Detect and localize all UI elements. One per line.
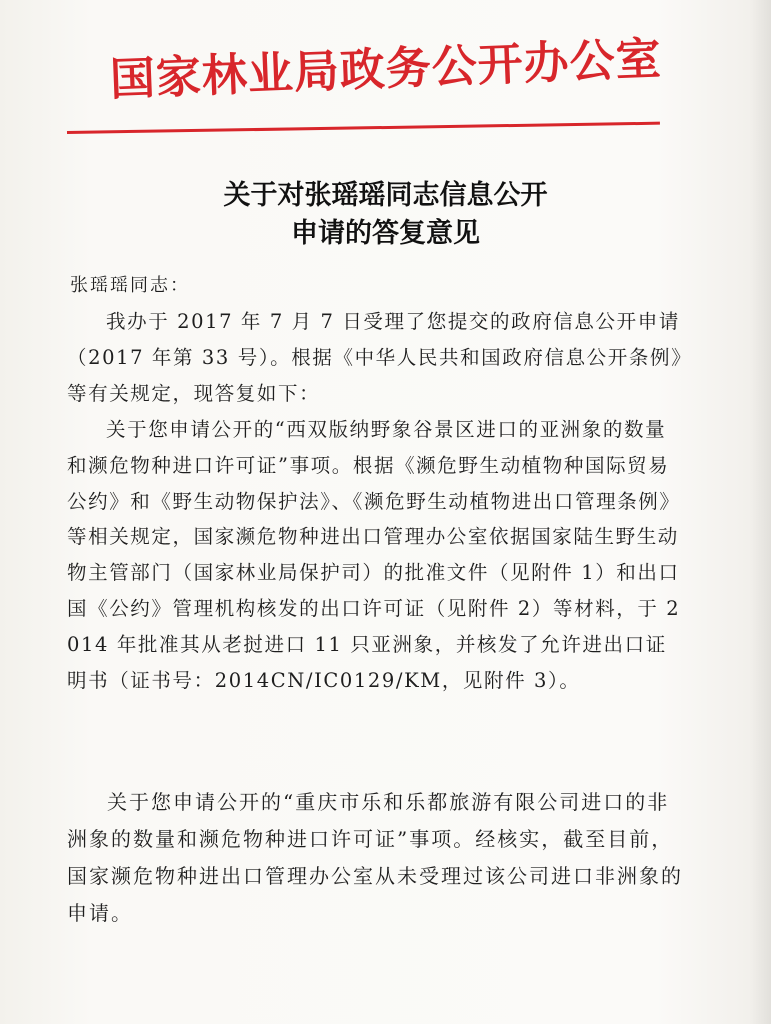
body-paragraph-2: 关于您申请公开的“西双版纳野象谷景区进口的亚洲象的数量和濒危物种进口许可证”事项。根据《濒危野生动植物种国际贸易公约》和《野生动物保护法》、《濒危野生动植物进出口管理条例》等相关规定，国家濒危物种进出口管理办公室依据国家陆生野生动物主管部门（国家林业局保护司）的批准文件（见附件 1）和出口国《公约》管理机构核发的出口许可证（见附件 2）等材料，于 2014 年批准其从老挝进口 11 只亚洲象，并核发了允许进出口证明书（证书号：2014CN/IC0129/KM，见附件 3）。	[67, 418, 681, 692]
salutation: 张瑶瑶同志：	[70, 275, 190, 296]
letterhead-red-rule	[67, 122, 660, 134]
document-title-line-2: 申请的答复意见	[291, 218, 480, 249]
body-paragraph-3: 关于您申请公开的“重庆市乐和乐都旅游有限公司进口的非洲象的数量和濒危物种进口许可证”事项。经核实，截至目前，国家濒危物种进出口管理办公室从未受理过该公司进口非洲象的申请。	[67, 790, 683, 925]
page-edge-shadow	[749, 0, 771, 1024]
document-title-line-1: 关于对张瑶瑶同志信息公开	[223, 180, 548, 211]
body-paragraph-1: 我办于 2017 年 7 月 7 日受理了您提交的政府信息公开申请（2017 年第 33 号）。根据《中华人民共和国政府信息公开条例》等有关规定，现答复如下：	[67, 310, 683, 405]
letterhead-org-name: 国家林业局政务公开办公室	[108, 31, 663, 106]
